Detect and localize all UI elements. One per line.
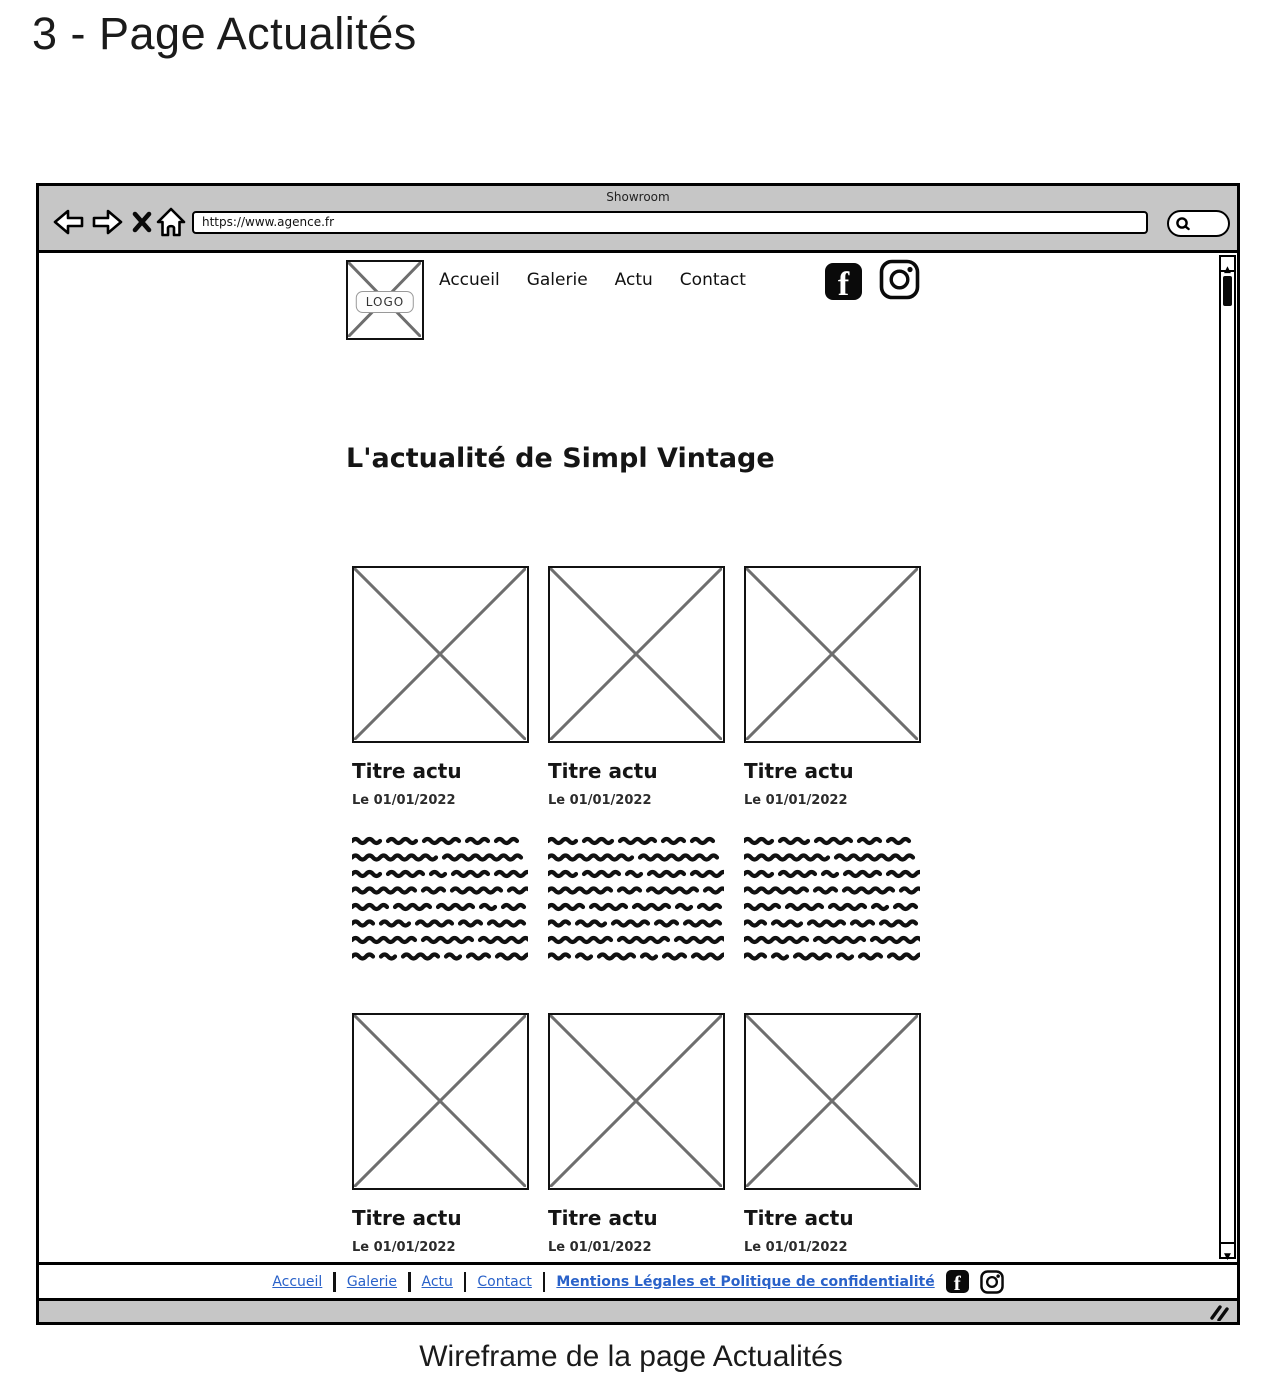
triangle-down-icon: ▼ [1224,1252,1231,1262]
document-title: 3 - Page Actualités [32,8,417,59]
footer-link-accueil[interactable]: Accueil [272,1273,323,1290]
page-heading: L'actualité de Simpl Vintage [346,443,775,474]
resize-handle-icon[interactable] [1209,1304,1231,1325]
vertical-scrollbar[interactable] [1219,255,1236,1262]
image-cross-icon [746,568,918,740]
image-cross-icon [550,1015,722,1187]
news-title: Titre actu [352,1206,462,1230]
home-icon [154,206,188,238]
news-title: Titre actu [352,759,462,783]
footer-link-actu[interactable]: Actu [421,1273,453,1290]
news-card[interactable] [352,566,529,970]
news-image-placeholder [744,566,921,743]
news-cards-row-1 [352,566,921,970]
placeholder-text [744,834,921,970]
news-title: Titre actu [744,759,854,783]
image-cross-icon [550,568,722,740]
window-title: Showroom [606,190,670,204]
image-cross-icon [354,568,526,740]
news-date: Le 01/01/2022 [744,793,848,808]
facebook-icon[interactable]: f [825,263,862,300]
news-image-placeholder [352,566,529,743]
news-image-placeholder [744,1013,921,1190]
nav-item-actu[interactable]: Actu [614,270,653,290]
browser-chrome [39,186,1237,253]
news-image-placeholder [352,1013,529,1190]
status-bar [39,1298,1237,1322]
news-date: Le 01/01/2022 [548,1240,652,1255]
image-cross-icon [354,1015,526,1187]
separator [464,1272,467,1292]
news-title: Titre actu [744,1206,854,1230]
news-image-placeholder [548,566,725,743]
nav-item-accueil[interactable]: Accueil [439,270,500,290]
back-button[interactable] [52,208,86,240]
stop-button[interactable] [131,210,153,238]
forward-arrow-icon [90,208,124,236]
home-button[interactable] [154,206,188,242]
footer-bar [39,1262,1237,1298]
news-date: Le 01/01/2022 [744,1240,848,1255]
triangle-up-icon: ▲ [1224,265,1231,275]
url-field[interactable]: https://www.agence.fr [192,211,1148,234]
news-date: Le 01/01/2022 [352,793,456,808]
search-icon [1174,215,1192,233]
forward-button[interactable] [90,208,124,240]
scrollbar-thumb[interactable] [1223,276,1232,306]
image-cross-icon [746,1015,918,1187]
news-date: Le 01/01/2022 [548,793,652,808]
placeholder-text [352,834,529,970]
instagram-icon[interactable] [980,1270,1004,1294]
separator [408,1272,411,1292]
news-cards-row-2 [352,1013,921,1262]
search-box[interactable] [1167,210,1230,237]
scroll-up-button[interactable] [1221,257,1234,275]
news-date: Le 01/01/2022 [352,1240,456,1255]
footer-link-mentions-legales[interactable]: Mentions Légales et Politique de confidentialité [556,1273,935,1290]
news-card[interactable] [352,1013,529,1262]
logo-label: LOGO [356,291,414,313]
header-social-icons [825,259,920,304]
logo-placeholder [346,260,424,340]
stop-x-icon [131,210,153,234]
scroll-down-button[interactable] [1221,1242,1234,1262]
news-card[interactable] [548,566,725,970]
nav-item-contact[interactable]: Contact [679,270,746,290]
figure-caption: Wireframe de la page Actualités [419,1340,843,1373]
browser-window [36,183,1240,1325]
news-title: Titre actu [548,1206,658,1230]
separator [333,1272,336,1292]
news-card[interactable] [548,1013,725,1262]
news-title: Titre actu [548,759,658,783]
news-card[interactable] [744,1013,921,1262]
footer-link-contact[interactable]: Contact [477,1273,532,1290]
news-image-placeholder [548,1013,725,1190]
main-navigation [439,270,746,290]
page-content [39,253,1237,1262]
placeholder-text [548,834,725,970]
back-arrow-icon [52,208,86,236]
news-card[interactable] [744,566,921,970]
nav-item-galerie[interactable]: Galerie [526,270,588,290]
facebook-icon[interactable]: f [946,1270,969,1293]
instagram-icon[interactable] [879,259,920,304]
separator [543,1272,546,1292]
footer-link-galerie[interactable]: Galerie [346,1273,398,1290]
